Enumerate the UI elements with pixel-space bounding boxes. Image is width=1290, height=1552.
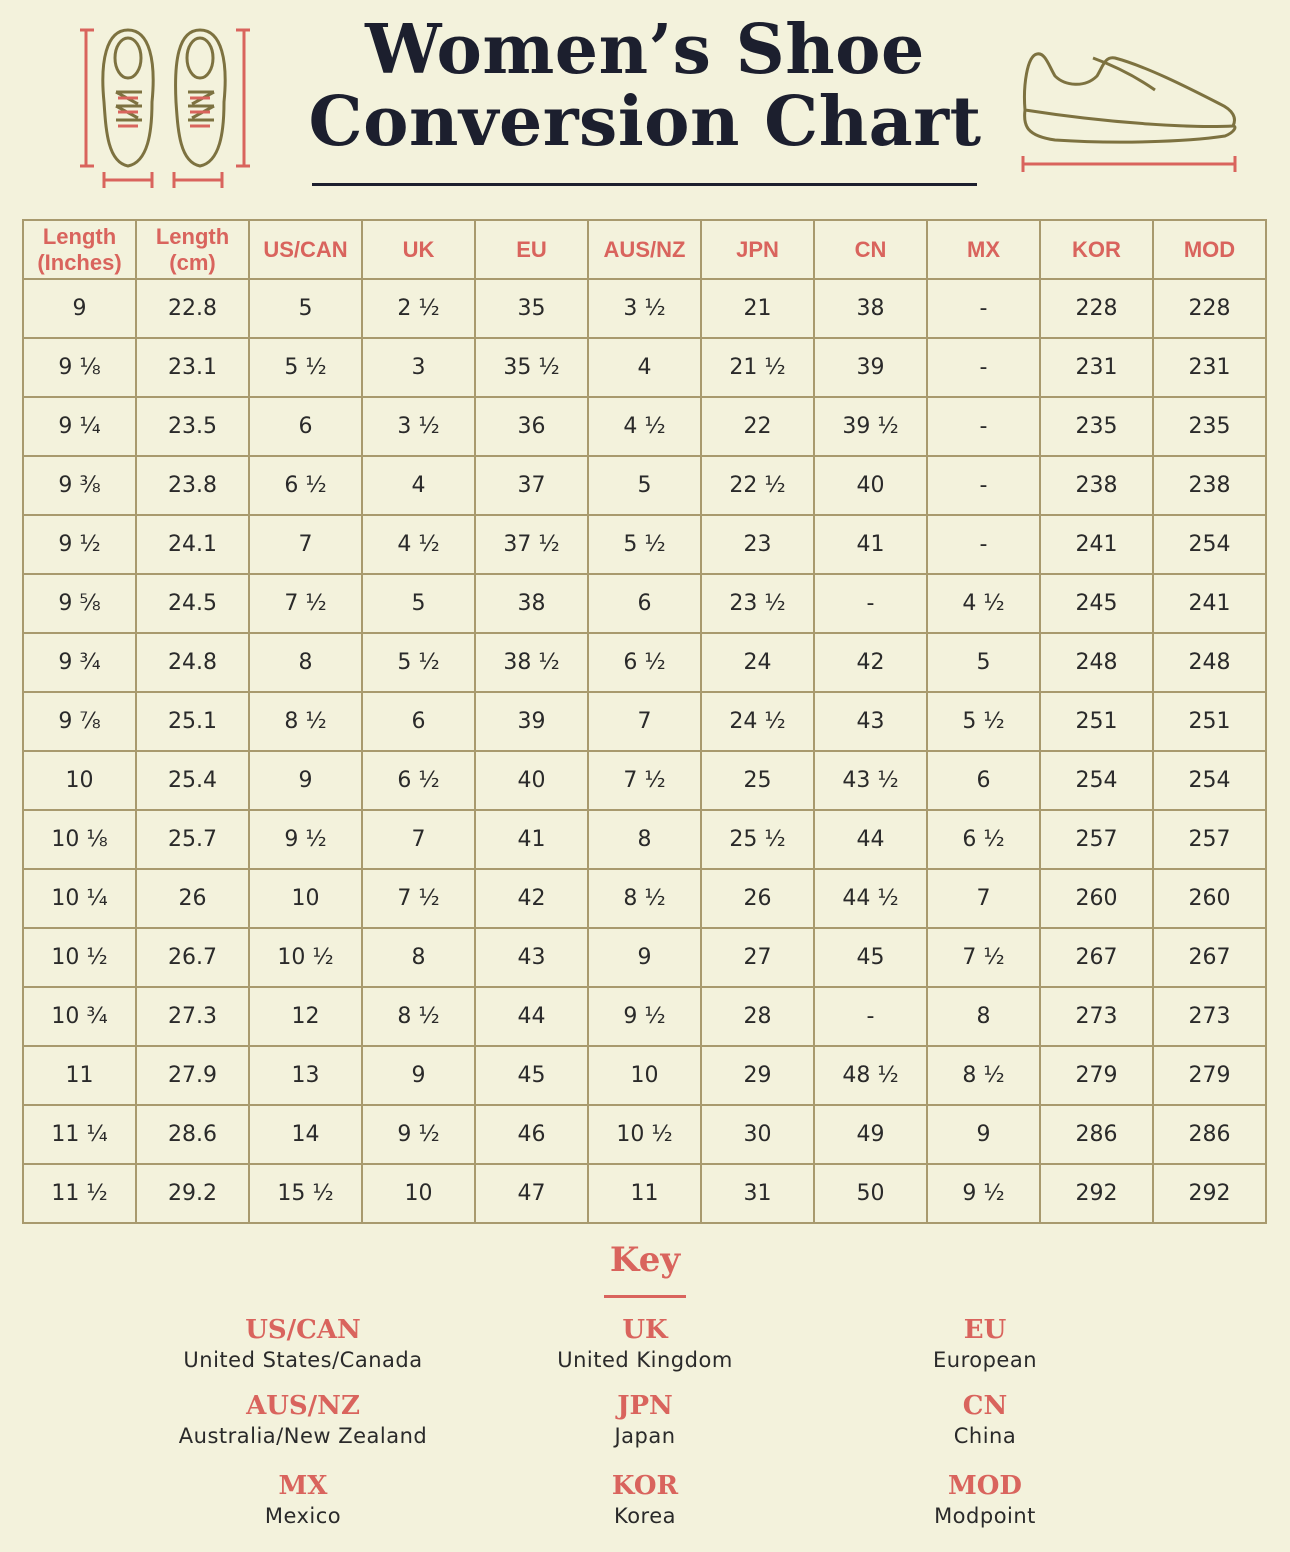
table-cell: 292 (1153, 1164, 1266, 1223)
table-cell: 25 (701, 751, 814, 810)
table-cell: 27 (701, 928, 814, 987)
table-cell: 6 (362, 692, 475, 751)
table-cell: - (927, 515, 1040, 574)
table-cell: 231 (1040, 338, 1153, 397)
table-cell: 43 ½ (814, 751, 927, 810)
header-us-can: US/CAN (249, 220, 362, 279)
key-abbr: JPN (617, 1391, 673, 1421)
table-cell: 23.5 (136, 397, 249, 456)
table-cell: 3 (362, 338, 475, 397)
table-cell: 260 (1040, 869, 1153, 928)
table-cell: 254 (1153, 751, 1266, 810)
table-cell: 260 (1153, 869, 1266, 928)
table-cell: 24.1 (136, 515, 249, 574)
key-desc: United States/Canada (183, 1348, 423, 1372)
table-cell: 35 (475, 279, 588, 338)
key-desc: Japan (614, 1424, 676, 1448)
table-cell: 5 (362, 574, 475, 633)
header-length-cm: Length (cm) (136, 220, 249, 279)
table-cell: 5 ½ (249, 338, 362, 397)
header-aus-nz: AUS/NZ (588, 220, 701, 279)
table-cell: 6 (249, 397, 362, 456)
table-cell: 7 (588, 692, 701, 751)
conversion-table (22, 219, 1267, 1224)
key-desc: Korea (613, 1504, 677, 1528)
table-cell: 45 (814, 928, 927, 987)
table-row (23, 692, 1266, 751)
table-cell: 26 (701, 869, 814, 928)
table-cell: 231 (1153, 338, 1266, 397)
table-cell: 5 (588, 456, 701, 515)
table-cell: 24 (701, 633, 814, 692)
table-cell: 40 (814, 456, 927, 515)
table-cell: 4 ½ (362, 515, 475, 574)
table-cell: 9 ½ (588, 987, 701, 1046)
table-cell: - (927, 338, 1040, 397)
table-cell: 42 (814, 633, 927, 692)
table-cell: 24.8 (136, 633, 249, 692)
table-cell: 248 (1153, 633, 1266, 692)
header-mx: MX (927, 220, 1040, 279)
table-cell: 9 (362, 1046, 475, 1105)
table-cell: 7 (249, 515, 362, 574)
table-cell: 24 ½ (701, 692, 814, 751)
key-desc: Mexico (264, 1504, 342, 1528)
table-cell: 241 (1153, 574, 1266, 633)
table-row (23, 574, 1266, 633)
key-item-aus-nz (103, 1390, 503, 1450)
table-cell: 27.3 (136, 987, 249, 1046)
table-cell: 25 ½ (701, 810, 814, 869)
table-cell: 9 ⅞ (23, 692, 136, 751)
table-cell: 5 (249, 279, 362, 338)
table-cell: - (927, 397, 1040, 456)
table-cell: 44 ½ (814, 869, 927, 928)
table-cell: 5 ½ (588, 515, 701, 574)
table-cell: 27.9 (136, 1046, 249, 1105)
table-cell: 13 (249, 1046, 362, 1105)
table-cell: 23 (701, 515, 814, 574)
table-cell: 235 (1153, 397, 1266, 456)
table-cell: 44 (814, 810, 927, 869)
table-cell: 7 ½ (588, 751, 701, 810)
header-jpn: JPN (701, 220, 814, 279)
table-cell: 14 (249, 1105, 362, 1164)
table-cell: 6 ½ (588, 633, 701, 692)
table-cell: 23 ½ (701, 574, 814, 633)
table-cell: 2 ½ (362, 279, 475, 338)
table-cell: 47 (475, 1164, 588, 1223)
table-row (23, 1046, 1266, 1105)
key-abbr: US/CAN (245, 1315, 361, 1345)
sneaker-side-icon (1015, 46, 1245, 176)
table-cell: 6 ½ (362, 751, 475, 810)
key-abbr: CN (962, 1391, 1008, 1421)
table-cell: 6 (927, 751, 1040, 810)
key-desc: Australia/New Zealand (178, 1424, 428, 1448)
table-cell: 257 (1153, 810, 1266, 869)
table-cell: 9 ½ (23, 515, 136, 574)
table-cell: 241 (1040, 515, 1153, 574)
table-cell: 31 (701, 1164, 814, 1223)
table-cell: 279 (1040, 1046, 1153, 1105)
table-row (23, 1105, 1266, 1164)
table-cell: 41 (814, 515, 927, 574)
table-cell: 38 ½ (475, 633, 588, 692)
table-cell: 40 (475, 751, 588, 810)
table-cell: 267 (1153, 928, 1266, 987)
table-cell: 273 (1040, 987, 1153, 1046)
table-cell: 23.1 (136, 338, 249, 397)
table-cell: 46 (475, 1105, 588, 1164)
table-row (23, 928, 1266, 987)
table-cell: 8 ½ (362, 987, 475, 1046)
key-desc: China (953, 1424, 1017, 1448)
table-cell: 11 ½ (23, 1164, 136, 1223)
table-cell: 10 ⅛ (23, 810, 136, 869)
table-row (23, 633, 1266, 692)
table-cell: 8 (927, 987, 1040, 1046)
table-cell: 26.7 (136, 928, 249, 987)
table-cell: 10 (588, 1046, 701, 1105)
table-cell: - (814, 987, 927, 1046)
table-cell: 10 (23, 751, 136, 810)
table-cell: 267 (1040, 928, 1153, 987)
key-section (0, 1236, 1290, 1552)
table-cell: 26 (136, 869, 249, 928)
header-mod: MOD (1153, 220, 1266, 279)
table-cell: 6 ½ (249, 456, 362, 515)
table-cell: 42 (475, 869, 588, 928)
table-cell: 9 ½ (362, 1105, 475, 1164)
table-cell: 251 (1153, 692, 1266, 751)
table-cell: 3 ½ (362, 397, 475, 456)
table-cell: - (927, 456, 1040, 515)
key-abbr: AUS/NZ (246, 1391, 360, 1421)
table-cell: 10 ¾ (23, 987, 136, 1046)
table-cell: 4 (362, 456, 475, 515)
table-cell: 254 (1153, 515, 1266, 574)
table-cell: 21 ½ (701, 338, 814, 397)
key-abbr: EU (963, 1315, 1007, 1345)
table-cell: 9 ¾ (23, 633, 136, 692)
header-eu: EU (475, 220, 588, 279)
table-cell: 11 ¼ (23, 1105, 136, 1164)
table-cell: 4 (588, 338, 701, 397)
header (0, 0, 1290, 210)
table-cell: 25.4 (136, 751, 249, 810)
table-cell: 10 (362, 1164, 475, 1223)
key-abbr: MX (278, 1471, 328, 1501)
table-cell: 3 ½ (588, 279, 701, 338)
table-cell: 35 ½ (475, 338, 588, 397)
table-cell: 286 (1040, 1105, 1153, 1164)
table-cell: 7 (362, 810, 475, 869)
header-uk: UK (362, 220, 475, 279)
table-cell: 286 (1153, 1105, 1266, 1164)
table-cell: 12 (249, 987, 362, 1046)
table-cell: 292 (1040, 1164, 1153, 1223)
table-cell: 9 ¼ (23, 397, 136, 456)
key-abbr: KOR (611, 1471, 679, 1501)
table-cell: 9 ½ (249, 810, 362, 869)
table-cell: 8 ½ (249, 692, 362, 751)
table-cell: 15 ½ (249, 1164, 362, 1223)
table-cell: 50 (814, 1164, 927, 1223)
table-cell: 8 ½ (588, 869, 701, 928)
table-row (23, 987, 1266, 1046)
title-divider (312, 183, 977, 186)
table-cell: 30 (701, 1105, 814, 1164)
table-cell: 7 ½ (249, 574, 362, 633)
table-cell: 248 (1040, 633, 1153, 692)
table-cell: 6 (588, 574, 701, 633)
table-cell: - (814, 574, 927, 633)
table-body (23, 279, 1266, 1223)
table-cell: 39 ½ (814, 397, 927, 456)
table-row (23, 1164, 1266, 1223)
table-cell: 9 ⅜ (23, 456, 136, 515)
table-cell: 254 (1040, 751, 1153, 810)
header-cn: CN (814, 220, 927, 279)
table-cell: 228 (1040, 279, 1153, 338)
table-cell: 9 (588, 928, 701, 987)
table-cell: 38 (475, 574, 588, 633)
table-cell: 49 (814, 1105, 927, 1164)
key-divider (604, 1295, 686, 1298)
table-cell: 10 ½ (249, 928, 362, 987)
key-abbr: UK (622, 1315, 668, 1345)
table-cell: 5 ½ (927, 692, 1040, 751)
table-cell: 7 ½ (927, 928, 1040, 987)
table-cell: 4 ½ (588, 397, 701, 456)
key-desc: United Kingdom (557, 1348, 733, 1372)
table-cell: 28.6 (136, 1105, 249, 1164)
table-cell: 24.5 (136, 574, 249, 633)
table-cell: 9 (927, 1105, 1040, 1164)
table-cell: 11 (23, 1046, 136, 1105)
table-cell: 37 ½ (475, 515, 588, 574)
table-cell: 238 (1153, 456, 1266, 515)
key-item-cn (785, 1390, 1185, 1450)
table-cell: 36 (475, 397, 588, 456)
table-cell: 5 ½ (362, 633, 475, 692)
table-row (23, 279, 1266, 338)
key-abbr: MOD (948, 1471, 1022, 1501)
table-cell: 10 (249, 869, 362, 928)
table-cell: 39 (475, 692, 588, 751)
table-cell: 4 ½ (927, 574, 1040, 633)
table-cell: 5 (927, 633, 1040, 692)
table-cell: 25.7 (136, 810, 249, 869)
key-item-eu (785, 1314, 1185, 1374)
table-cell: 10 ½ (588, 1105, 701, 1164)
table-cell: 41 (475, 810, 588, 869)
table-cell: 44 (475, 987, 588, 1046)
table-cell: 6 ½ (927, 810, 1040, 869)
table-cell: 9 (249, 751, 362, 810)
table-cell: 235 (1040, 397, 1153, 456)
table-cell: 45 (475, 1046, 588, 1105)
header-length-inches: Length (Inches) (23, 220, 136, 279)
table-cell: 8 (249, 633, 362, 692)
table-cell: 29.2 (136, 1164, 249, 1223)
table-row (23, 397, 1266, 456)
key-desc: European (932, 1348, 1038, 1372)
table-cell: 48 ½ (814, 1046, 927, 1105)
table-cell: 38 (814, 279, 927, 338)
table-cell: 22 (701, 397, 814, 456)
table-row (23, 456, 1266, 515)
header-kor: KOR (1040, 220, 1153, 279)
table-cell: 7 (927, 869, 1040, 928)
key-item-us-can (103, 1314, 503, 1374)
table-cell: 9 ½ (927, 1164, 1040, 1223)
page-title: Women’s Shoe Conversion Chart (308, 10, 982, 162)
table-cell: 25.1 (136, 692, 249, 751)
table-cell: 23.8 (136, 456, 249, 515)
table-cell: 43 (475, 928, 588, 987)
key-item-mod (785, 1470, 1185, 1530)
table-cell: 22 ½ (701, 456, 814, 515)
table-cell: 39 (814, 338, 927, 397)
table-cell: 273 (1153, 987, 1266, 1046)
table-cell: 9 ⅝ (23, 574, 136, 633)
key-title: Key (609, 1240, 681, 1280)
table-cell: 10 ½ (23, 928, 136, 987)
table-cell: 21 (701, 279, 814, 338)
table-cell: 238 (1040, 456, 1153, 515)
table-cell: 22.8 (136, 279, 249, 338)
table-cell: 43 (814, 692, 927, 751)
table-row (23, 810, 1266, 869)
table-row (23, 869, 1266, 928)
table-row (23, 751, 1266, 810)
table-cell: 279 (1153, 1046, 1266, 1105)
table-cell: 9 ⅛ (23, 338, 136, 397)
table-cell: - (927, 279, 1040, 338)
shoes-top-view-icon (76, 22, 256, 192)
table-cell: 9 (23, 279, 136, 338)
table-cell: 11 (588, 1164, 701, 1223)
table-cell: 29 (701, 1046, 814, 1105)
table-cell: 228 (1153, 279, 1266, 338)
table-cell: 7 ½ (362, 869, 475, 928)
table-row (23, 515, 1266, 574)
table-cell: 8 (362, 928, 475, 987)
table-cell: 8 (588, 810, 701, 869)
table-cell: 245 (1040, 574, 1153, 633)
key-item-mx (103, 1470, 503, 1530)
table-header-row (23, 220, 1266, 279)
table-cell: 8 ½ (927, 1046, 1040, 1105)
table-cell: 28 (701, 987, 814, 1046)
table-cell: 251 (1040, 692, 1153, 751)
table-cell: 10 ¼ (23, 869, 136, 928)
table-row (23, 338, 1266, 397)
table-cell: 37 (475, 456, 588, 515)
table-cell: 257 (1040, 810, 1153, 869)
key-desc: Modpoint (934, 1504, 1036, 1528)
